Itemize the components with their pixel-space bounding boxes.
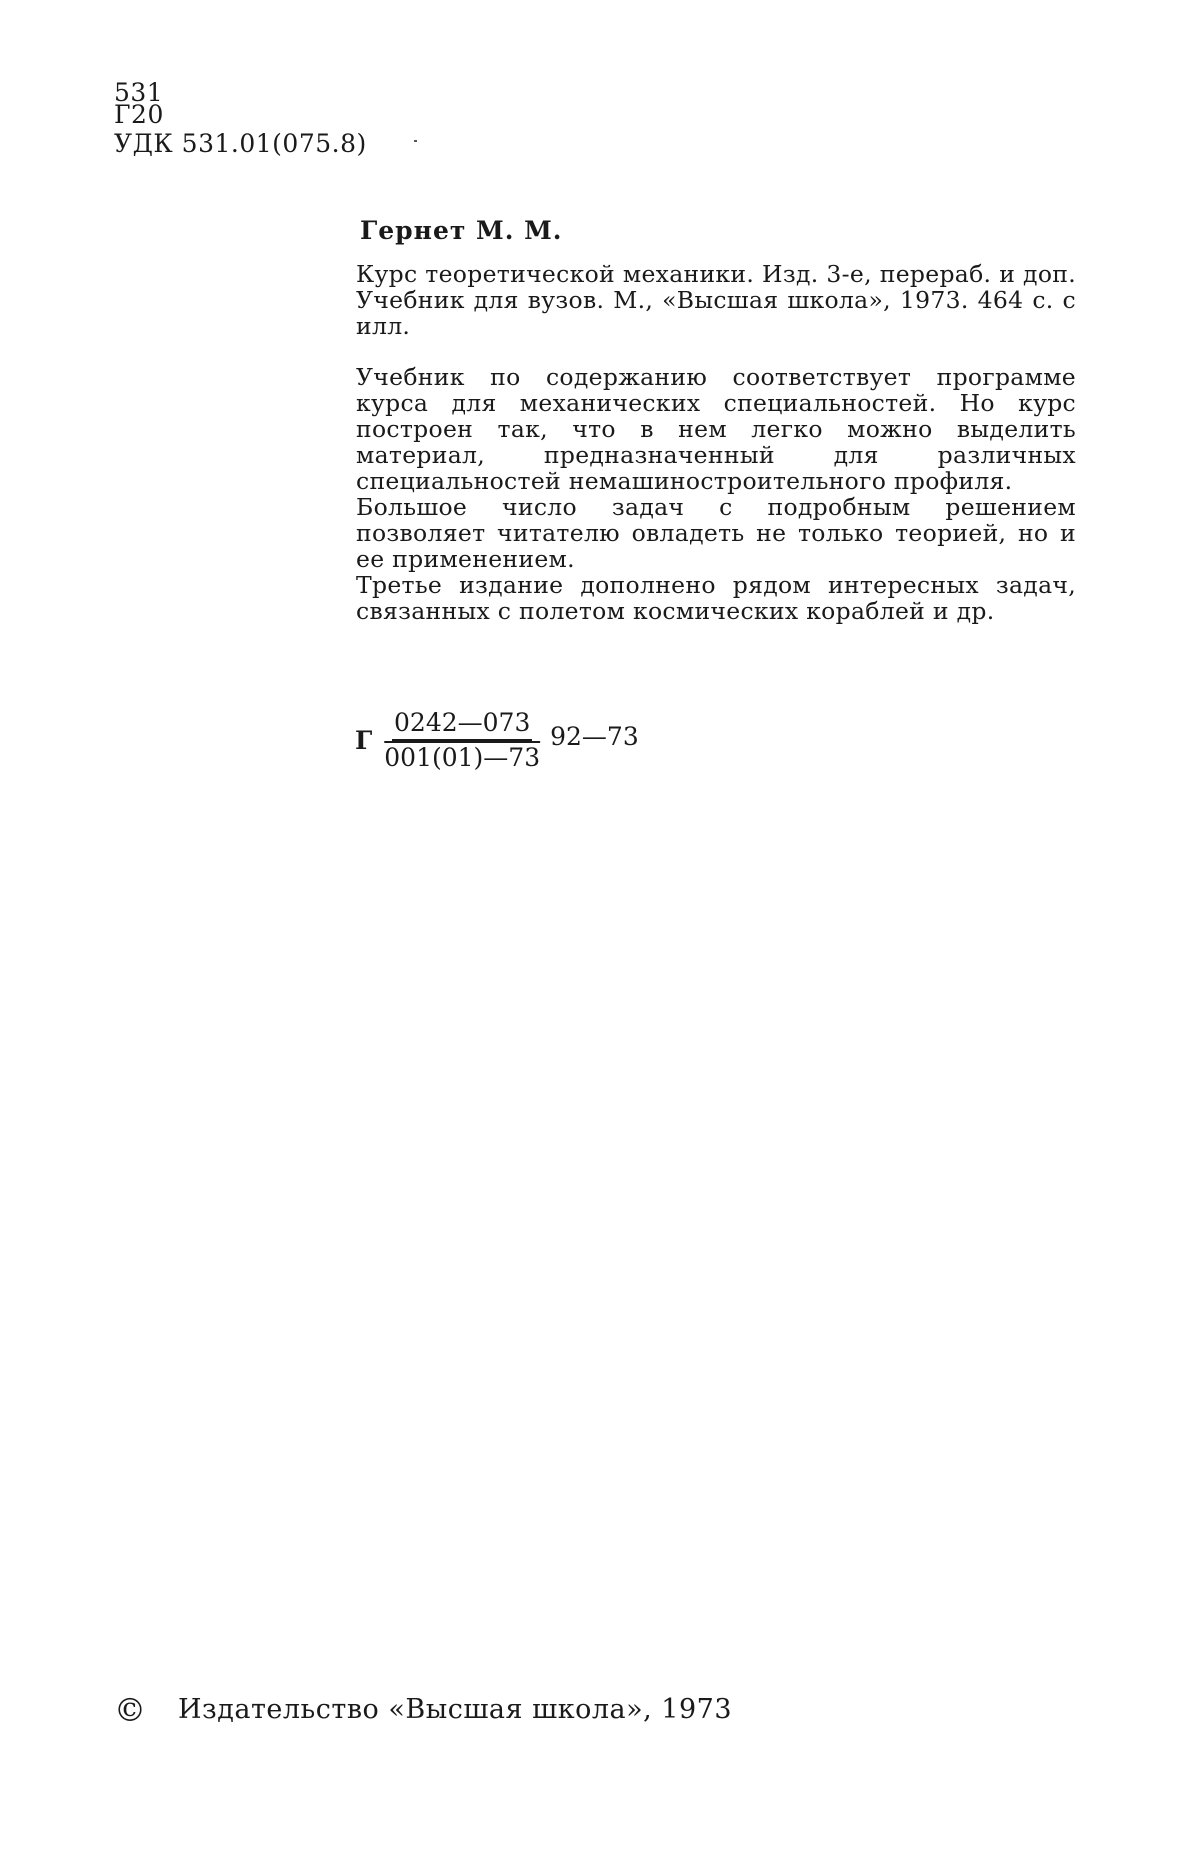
annotation-paragraph: Большое число задач с подробным решением позволяет читателю овладеть не только теорией, но и ее применением. [356, 493, 1076, 573]
copyright-icon: © [114, 1690, 147, 1729]
bibliographic-description: Курс теоретической механики. Изд. 3-е, перераб. и доп. Учебник для вузов. М., «Высшая школа», 1973. 464 с. с илл. [356, 260, 1076, 340]
annotation [356, 364, 1076, 624]
cut-off-code: 531 [114, 78, 164, 107]
price-code-suffix: 92—73 [550, 721, 639, 751]
copyright-text: Издательство «Высшая школа», 1973 [178, 1694, 733, 1725]
price-code [355, 708, 639, 772]
price-code-denominator: 001(01)—73 [384, 743, 541, 772]
annotation-paragraph: Учебник по содержанию соответствует программе курса для механических специальностей. Но курс построен так, что в нем легко можно выделить материал, предназначенный для различных специальностей немашиностроительного профиля. [356, 363, 1076, 495]
print-speck [414, 140, 417, 142]
copyright-line [114, 1690, 733, 1729]
author-name: Гернет М. М. [360, 216, 563, 245]
price-code-numerator: 0242—073 [392, 708, 532, 741]
library-code: Г20 [114, 100, 164, 129]
price-code-fraction [384, 708, 540, 772]
price-code-letter: Г [355, 725, 373, 755]
classification-codes [114, 78, 367, 158]
annotation-paragraph: Третье издание дополнено рядом интересных задач, связанных с полетом космических кораблей и др. [356, 571, 1076, 625]
price-code-denominator-wrap [384, 741, 540, 772]
udk-code: УДК 531.01(075.8) [114, 129, 367, 158]
